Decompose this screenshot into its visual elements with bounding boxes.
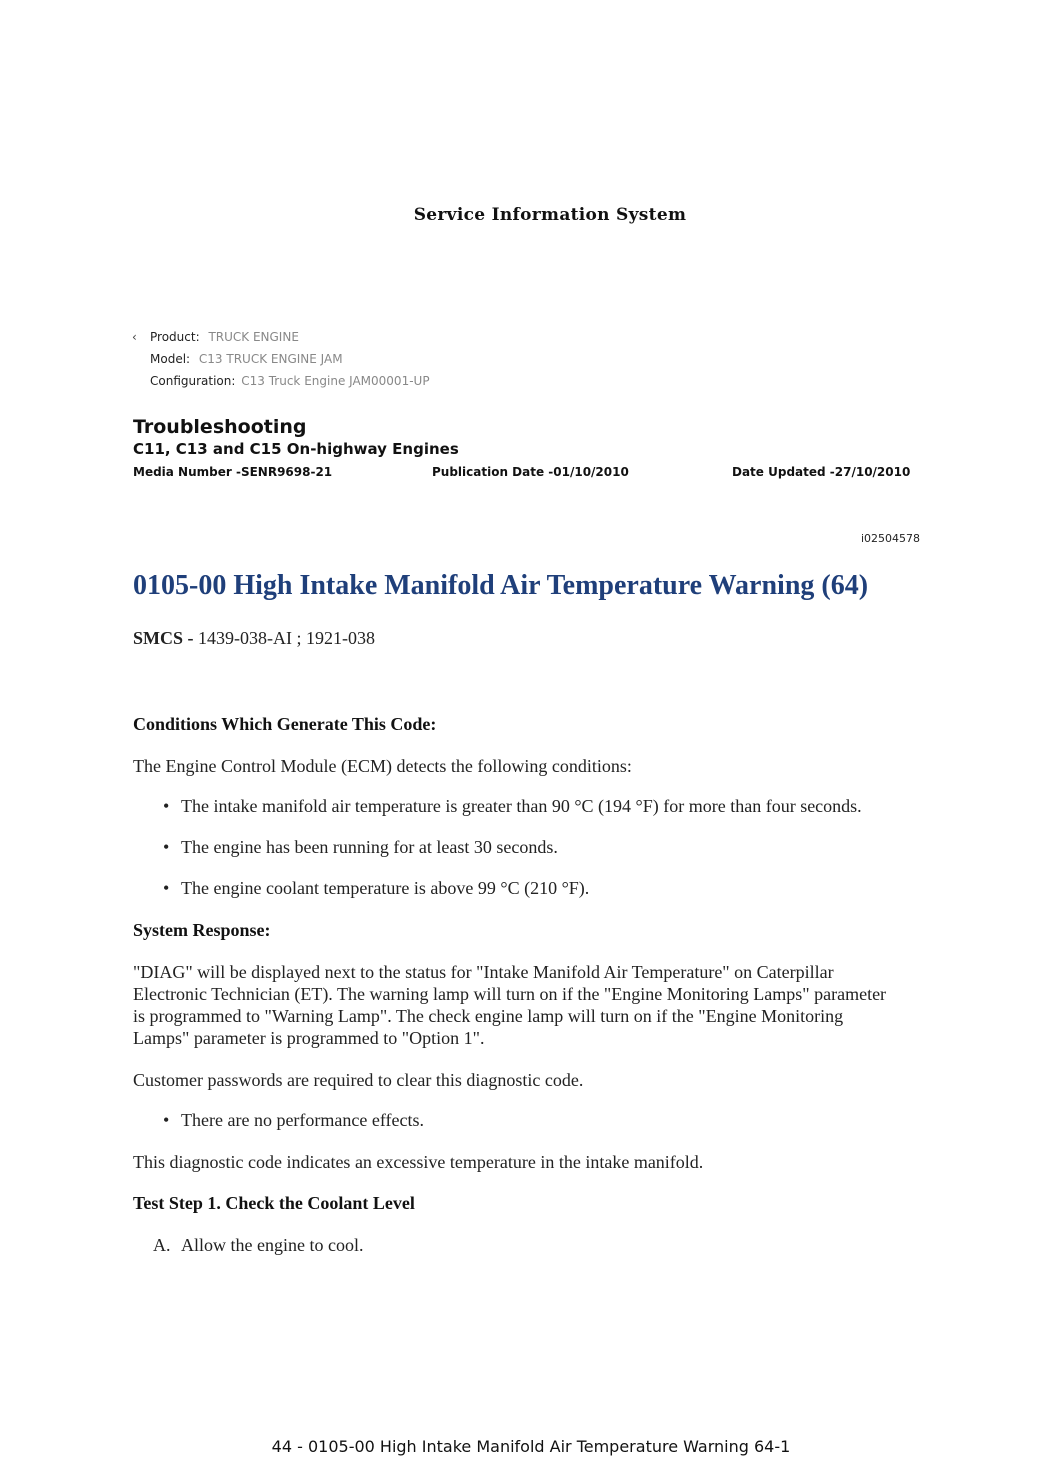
meta-configuration: [150, 374, 430, 388]
conditions-heading: Conditions Which Generate This Code:: [133, 714, 437, 734]
bullet-icon: •: [163, 837, 170, 857]
list-item: [163, 796, 862, 817]
step-item-letter: A.: [153, 1235, 171, 1255]
media-number: Media Number -SENR9698-21: [133, 465, 333, 479]
passwords-paragraph: Customer passwords are required to clear this diagnostic code.: [133, 1070, 584, 1090]
condition-text: The intake manifold air temperature is greater than 90 °C (194 °F) for more than four seconds.: [181, 796, 862, 816]
smcs-line: [133, 628, 375, 649]
document-type: Troubleshooting: [133, 416, 307, 438]
model-value: C13 TRUCK ENGINE JAM: [198, 352, 343, 366]
model-label: Model:: [150, 352, 191, 366]
condition-text: The engine has been running for at least 30 seconds.: [181, 837, 558, 857]
article-title: 0105-00 High Intake Manifold Air Temperature Warning (64): [133, 570, 869, 601]
response-heading: System Response:: [133, 920, 271, 940]
system-title: Service Information System: [413, 205, 687, 225]
publication-date: Publication Date -01/10/2010: [432, 465, 629, 479]
conditions-intro: The Engine Control Module (ECM) detects the following conditions:: [133, 756, 632, 776]
list-item: [163, 837, 558, 858]
document-id: i02504578: [860, 532, 920, 545]
response-paragraph: "DIAG" will be displayed next to the status for "Intake Manifold Air Temperature" on Caterpillar Electronic Technician (ET). The warning lamp will turn on if the "Engine Monitoring Lamps" parameter is programmed to "Warning Lamp". The check engine lamp will turn on if the "Engine Monitoring Lamps" parameter is programmed to "Option 1".: [133, 962, 887, 1048]
bullet-icon: •: [163, 1110, 170, 1130]
date-updated: Date Updated -27/10/2010: [732, 465, 911, 479]
step-item: [153, 1234, 363, 1256]
config-value: C13 Truck Engine JAM00001-UP: [241, 374, 430, 388]
product-value: TRUCK ENGINE: [208, 330, 299, 344]
performance-text: There are no performance effects.: [181, 1110, 425, 1130]
step-heading: Test Step 1. Check the Coolant Level: [133, 1193, 415, 1213]
chevron-left-icon[interactable]: ‹: [132, 330, 137, 344]
meta-product: [150, 330, 299, 344]
list-item: [163, 1110, 424, 1131]
list-item: [163, 878, 589, 899]
indicates-paragraph: This diagnostic code indicates an excessive temperature in the intake manifold.: [133, 1152, 704, 1172]
smcs-label: SMCS -: [133, 628, 194, 648]
meta-model: [150, 352, 343, 366]
bullet-icon: •: [163, 878, 170, 898]
smcs-value: 1439-038-AI ; 1921-038: [193, 628, 375, 648]
page-footer: 44 - 0105-00 High Intake Manifold Air Temperature Warning 64-1: [271, 1437, 791, 1456]
config-label: Configuration:: [150, 374, 236, 388]
bullet-icon: •: [163, 796, 170, 816]
step-item-text: Allow the engine to cool.: [181, 1235, 364, 1255]
product-label: Product:: [150, 330, 200, 344]
condition-text: The engine coolant temperature is above 99 °C (210 °F).: [181, 878, 590, 898]
document-subtitle: C11, C13 and C15 On-highway Engines: [133, 440, 459, 458]
